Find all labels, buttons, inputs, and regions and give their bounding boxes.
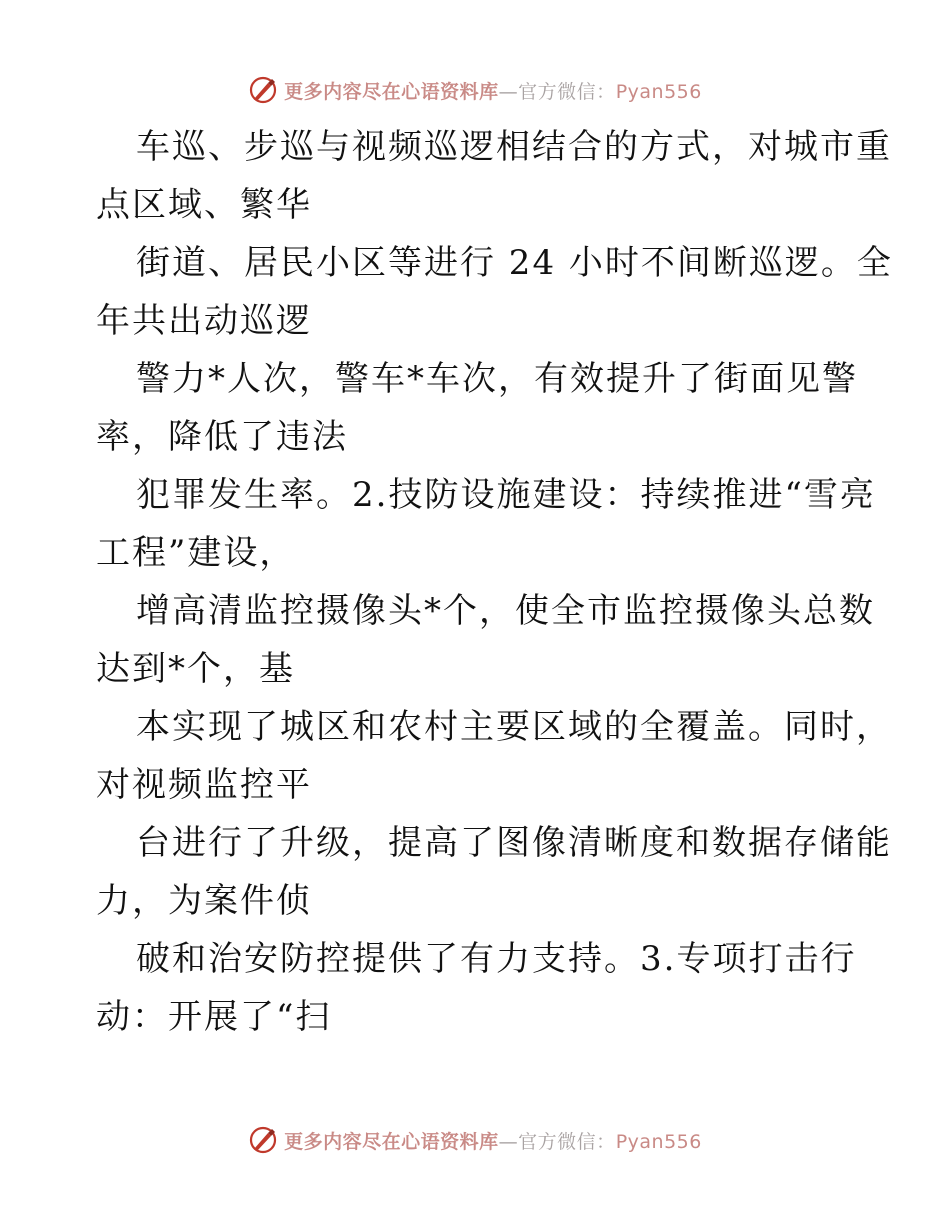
watermark-account: Pyan556	[615, 80, 702, 103]
watermark-wechat-label: 官方微信：	[518, 80, 616, 103]
body-line: 动：开展了“扫	[96, 997, 332, 1037]
watermark-text	[284, 1127, 702, 1154]
watermark-site-text: 更多内容尽在心语资料库	[284, 1130, 499, 1153]
watermark-wechat-label: 官方微信：	[518, 1130, 616, 1153]
body-line: 犯罪发生率。2.技防设施建设：持续推进“雪亮	[136, 475, 876, 515]
watermark-site-text: 更多内容尽在心语资料库	[284, 80, 499, 103]
body-line: 增高清监控摄像头*个，使全市监控摄像头总数	[136, 591, 875, 631]
body-line: 工程”建设，	[96, 533, 296, 573]
footer-watermark	[0, 1120, 950, 1160]
body-line: 警力*人次，警车*车次，有效提升了街面见警	[136, 359, 858, 399]
watermark-account: Pyan556	[615, 1130, 702, 1153]
pen-logo-icon	[248, 75, 278, 105]
body-line: 点区域、繁华	[96, 185, 312, 225]
body-line: 破和治安防控提供了有力支持。3.专项打击行	[136, 939, 857, 979]
body-line: 车巡、步巡与视频巡逻相结合的方式，对城市重	[136, 127, 892, 167]
body-line: 达到*个，基	[96, 649, 295, 689]
body-line: 年共出动巡逻	[96, 301, 312, 341]
watermark-separator: —	[498, 1130, 519, 1153]
body-line: 街道、居民小区等进行 24 小时不间断巡逻。全	[136, 243, 893, 283]
watermark-text	[284, 77, 702, 104]
body-line: 本实现了城区和农村主要区域的全覆盖。同时，	[136, 707, 892, 747]
document-body	[96, 118, 893, 1046]
body-line: 对视频监控平	[96, 765, 312, 805]
body-line: 率，降低了违法	[96, 417, 348, 457]
body-line: 台进行了升级，提高了图像清晰度和数据存储能	[136, 823, 892, 863]
body-line: 力，为案件侦	[96, 881, 312, 921]
watermark-separator: —	[498, 80, 519, 103]
pen-logo-icon	[248, 1125, 278, 1155]
header-watermark	[0, 70, 950, 110]
